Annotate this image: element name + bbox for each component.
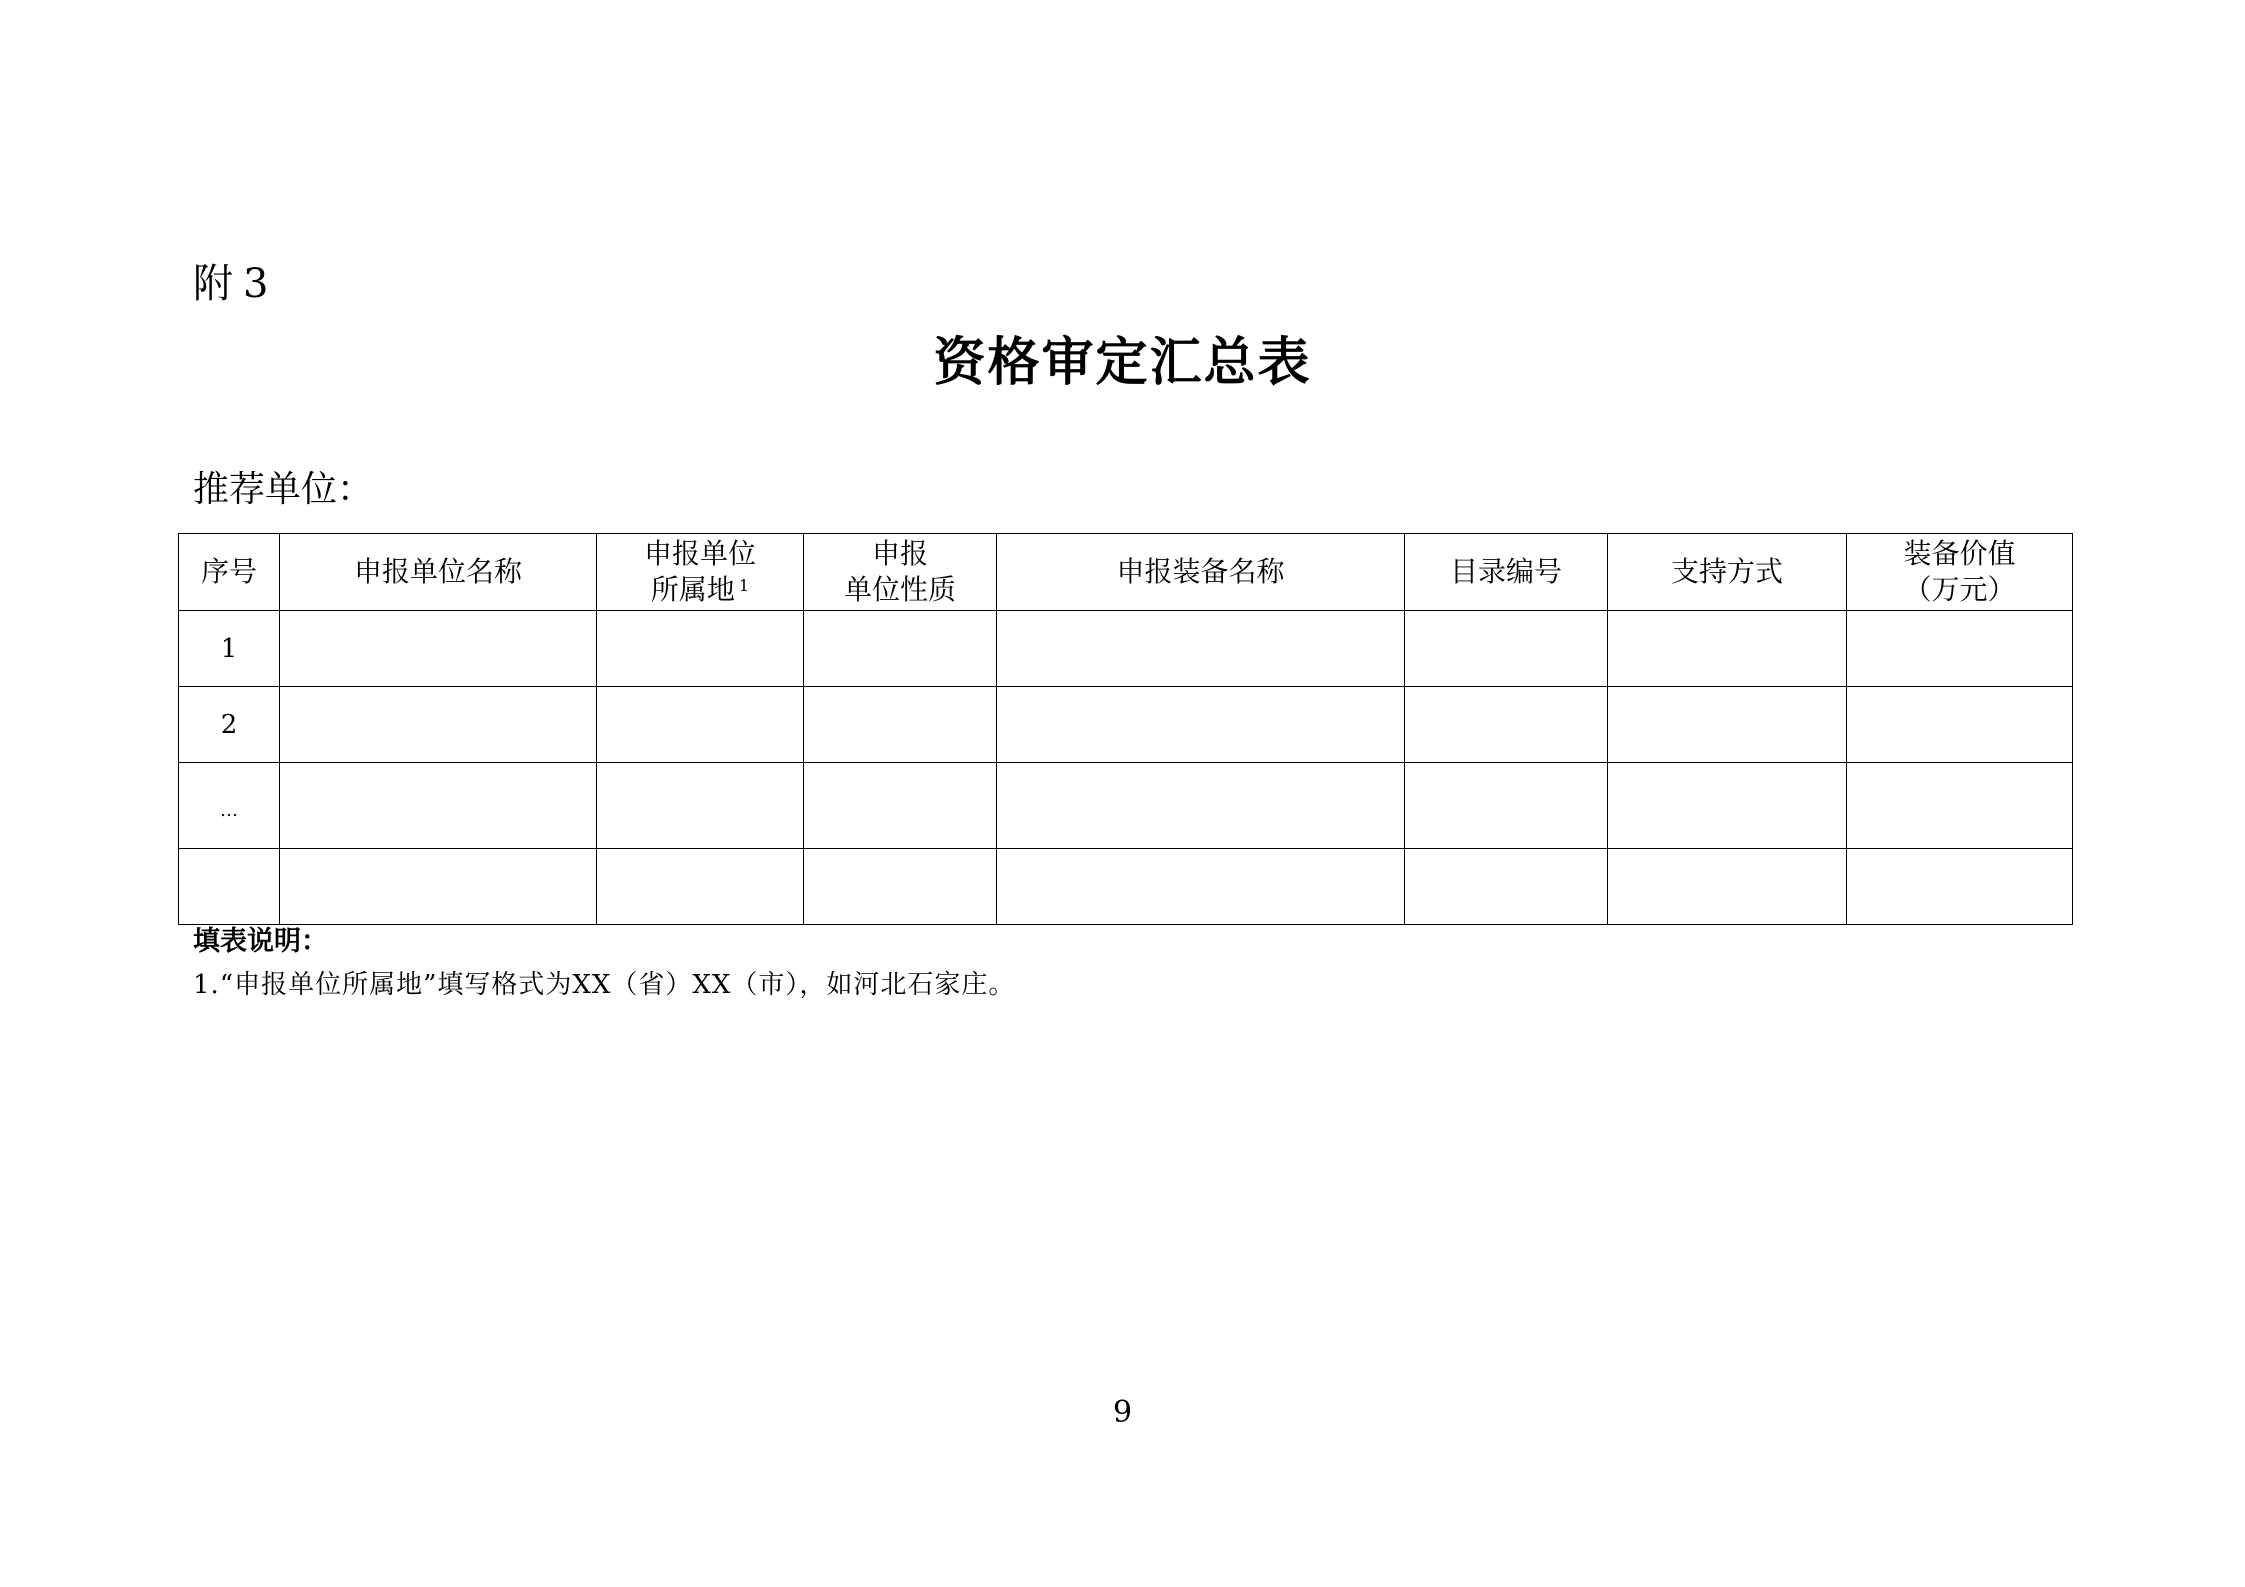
table-cell (1405, 763, 1608, 849)
seq-cell: … (179, 763, 280, 849)
notes-title: 填表说明： (193, 926, 328, 957)
seq-cell: 2 (179, 687, 280, 763)
table-cell (1405, 687, 1608, 763)
qualification-summary-table (178, 533, 2073, 925)
header-unit-location: 申报单位 所属地 $^1$ (597, 534, 804, 611)
table-cell (1847, 849, 2073, 925)
table-cell (997, 849, 1405, 925)
header-equipment-name: 申报装备名称 (997, 534, 1405, 611)
table-cell (597, 849, 804, 925)
recommending-unit-label: 推荐单位： (193, 469, 374, 510)
header-unit-name: 申报单位名称 (280, 534, 597, 611)
annex-prefix: 附 (193, 261, 233, 307)
table-row (179, 611, 2073, 687)
table-cell (597, 687, 804, 763)
annex-number: 3 (243, 261, 269, 307)
header-unit-nature: 申报 单位性质 (804, 534, 997, 611)
header-support-method: 支持方式 (1608, 534, 1847, 611)
table-cell (804, 687, 997, 763)
header-catalog-number: 目录编号 (1405, 534, 1608, 611)
header-seq: 序号 (179, 534, 280, 611)
table-cell (1847, 763, 2073, 849)
table-cell (804, 849, 997, 925)
table-row (179, 687, 2073, 763)
note-item: 1.“申报单位所属地”填写格式为XX（省）XX（市），如河北石家庄。 (193, 970, 1016, 1000)
table-cell (597, 763, 804, 849)
table-cell (1847, 611, 2073, 687)
seq-cell (179, 849, 280, 925)
table-row (179, 849, 2073, 925)
table-cell (804, 611, 997, 687)
table-cell (1608, 849, 1847, 925)
table-cell (1847, 687, 2073, 763)
table-row (179, 763, 2073, 849)
table-cell (804, 763, 997, 849)
table-cell (280, 763, 597, 849)
table-cell (280, 849, 597, 925)
page-number: 9 (1112, 1395, 1133, 1430)
table-cell (997, 763, 1405, 849)
table-cell (1405, 849, 1608, 925)
seq-cell: 1 (179, 611, 280, 687)
annex-label (193, 258, 268, 310)
table-header-row (179, 534, 2073, 611)
table-cell (997, 611, 1405, 687)
table-cell (280, 611, 597, 687)
table-cell (1608, 611, 1847, 687)
table-cell (997, 687, 1405, 763)
table-cell (1608, 763, 1847, 849)
table-cell (1405, 611, 1608, 687)
table-cell (597, 611, 804, 687)
table-cell (1608, 687, 1847, 763)
document-title: 资格审定汇总表 (933, 332, 1312, 393)
footnote-marker: 1 (738, 576, 750, 595)
header-equipment-value: 装备价值 （万元） (1847, 534, 2073, 611)
table-cell (280, 687, 597, 763)
